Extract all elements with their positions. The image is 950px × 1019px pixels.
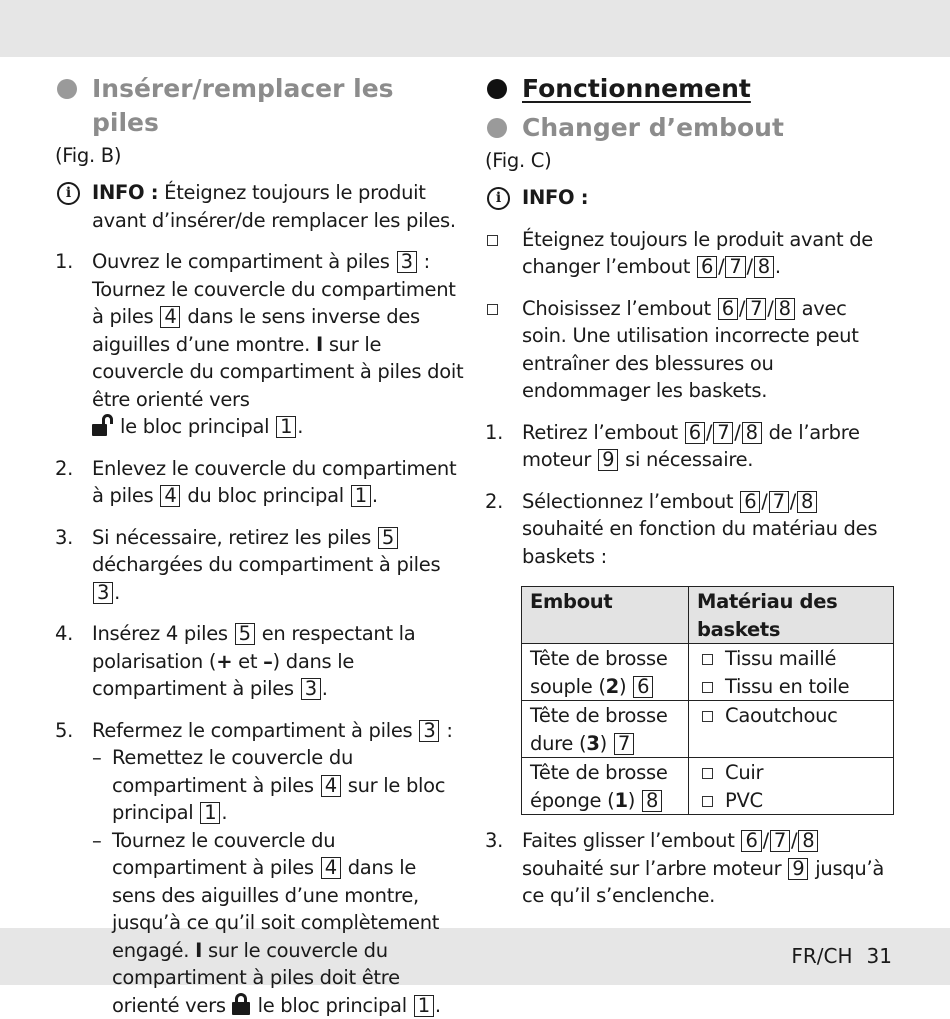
step-1: 1. Ouvrez le compartiment à piles 3 : Tournez le couvercle du compartiment à piles 4 dans le sens inverse des aiguilles d’une montre. I sur le couvercle du compartiment à piles doit être orienté vers le bloc principal 1 . [55, 248, 465, 441]
substep-1: – Remettez le couvercle du compartiment à piles 4 sur le bloc principal 1 . [92, 744, 465, 827]
table-cell-tip: Tête de brosse souple (2) 6 [522, 644, 689, 701]
table-header-row [522, 587, 894, 644]
ref-box: 6 [740, 491, 760, 513]
figure-reference: (Fig. C) [485, 147, 895, 174]
ref-box: 7 [725, 256, 745, 278]
ref-box: 6 [718, 298, 738, 320]
step-3: 3. Si nécessaire, retirez les piles 5 déchargées du compartiment à piles 3 . [55, 524, 465, 607]
ref-box: 9 [598, 449, 618, 471]
bullet-item: Choisissez l’embout 6 / 7 / 8 avec soin. Une utilisation incorrecte peut entraîner des blessures ou endommager les baskets. [485, 295, 895, 405]
ref-box: 8 [798, 830, 818, 852]
ref-box: 4 [160, 306, 180, 328]
page-number: 31 [867, 944, 892, 968]
position-mark: I [316, 333, 323, 356]
material-table [521, 586, 894, 815]
ref-box: 4 [321, 857, 341, 879]
locked-padlock-icon [232, 993, 252, 1015]
checkbox-square-icon [487, 235, 498, 246]
table-row [522, 644, 894, 701]
bullet-dot-icon [487, 79, 507, 99]
top-band [0, 0, 950, 57]
ref-box: 5 [378, 527, 398, 549]
left-column [55, 72, 465, 1019]
step-1: 1. Retirez l’embout 6 / 7 / 8 de l’arbre moteur 9 si nécessaire. [485, 419, 895, 474]
ref-box: 4 [160, 485, 180, 507]
checkbox-square-icon [487, 304, 498, 315]
page-footer [777, 944, 892, 968]
table-cell-material: Tissu maillé Tissu en toile [689, 644, 894, 701]
ref-box: 6 [741, 830, 761, 852]
ref-box: 6 [697, 256, 717, 278]
figure-reference: (Fig. B) [55, 142, 465, 169]
position-mark: I [195, 939, 202, 962]
ref-box: 7 [770, 830, 790, 852]
info-label: INFO : [92, 181, 158, 204]
ref-box: 8 [797, 491, 817, 513]
checkbox-square-icon [702, 796, 713, 807]
ref-box: 6 [685, 422, 705, 444]
checkbox-square-icon [702, 682, 713, 693]
ref-box: 8 [742, 422, 762, 444]
ref-box: 1 [414, 995, 434, 1017]
checkbox-square-icon [702, 768, 713, 779]
ref-box: 7 [713, 422, 733, 444]
table-cell-material: Cuir PVC [689, 758, 894, 815]
table-header-cell: Embout [522, 587, 689, 644]
substep-2: – Tournez le couvercle du compartiment à piles 4 dans le sens des aiguilles d’une montre, jusqu’à ce qu’il soit complètement engagé. I sur le couvercle du compartiment à piles doit être orienté vers le bloc principal 1 . [92, 827, 465, 1019]
ref-box: 5 [235, 623, 255, 645]
ref-box: 1 [200, 802, 220, 824]
ref-box: 7 [614, 733, 634, 755]
ref-box: 3 [397, 251, 417, 273]
table-header-cell: Matériau des baskets [689, 587, 894, 644]
info-label: INFO : [522, 186, 588, 209]
ref-box: 1 [276, 416, 296, 438]
step-5: 5. Refermez le compartiment à piles 3 : – Remettez le couvercle du compartiment à piles 4 sur le bloc principal 1 . – Tournez le couvercle du compartiment à piles 4 dans le sens des aiguilles d’une montre, jusqu’à ce qu’il soit complètement engagé. I sur le couvercle du compartiment à piles doit être orienté vers le bloc principal 1 . [55, 717, 465, 1019]
footer-language: FR/CH [791, 944, 852, 968]
ref-box: 6 [633, 676, 653, 698]
info-note [55, 179, 465, 234]
bullet-dot-icon [487, 118, 507, 138]
ref-box: 9 [788, 858, 808, 880]
bullet-item: Éteignez toujours le produit avant de changer l’embout 6 / 7 / 8 . [485, 226, 895, 281]
ref-box: 8 [642, 790, 662, 812]
section-heading-batteries: Insérer/remplacer les piles [55, 72, 465, 140]
ref-box: 4 [321, 775, 341, 797]
ref-box: 8 [775, 298, 795, 320]
section-heading-change-tip: Changer d’embout [485, 111, 895, 145]
step-2: 2. Enlevez le couvercle du compartiment à piles 4 du bloc principal 1 . [55, 455, 465, 510]
checkbox-square-icon [702, 711, 713, 722]
ref-box: 8 [754, 256, 774, 278]
info-text: Éteignez toujours le produit avant d’insérer/de remplacer les piles. [92, 181, 456, 232]
ref-box: 3 [419, 720, 439, 742]
ref-box: 7 [746, 298, 766, 320]
table-cell-tip: Tête de brosse dure (3) 7 [522, 701, 689, 758]
ref-box: 7 [769, 491, 789, 513]
ref-box: 3 [93, 582, 113, 604]
table-row [522, 701, 894, 758]
step-2: 2. Sélectionnez l’embout 6 / 7 / 8 souhaité en fonction du matériau des baskets : [485, 488, 895, 571]
unlocked-padlock-icon [92, 414, 114, 436]
table-cell-material: Caoutchouc [689, 701, 894, 758]
section-heading-operation: Fonctionnement [485, 72, 895, 106]
info-note [485, 184, 895, 212]
info-icon: i [57, 182, 80, 205]
step-4: 4. Insérez 4 piles 5 en respectant la polarisation (+ et –) dans le compartiment à piles 3 . [55, 620, 465, 703]
checkbox-square-icon [702, 654, 713, 665]
ref-box: 3 [301, 678, 321, 700]
info-icon: i [487, 187, 510, 210]
table-row [522, 758, 894, 815]
step-3: 3. Faites glisser l’embout 6 / 7 / 8 souhaité sur l’arbre moteur 9 jusqu’à ce qu’il s’enclenche. [485, 827, 895, 910]
right-column [485, 72, 895, 910]
table-cell-tip: Tête de brosse éponge (1) 8 [522, 758, 689, 815]
bullet-dot-icon [57, 79, 77, 99]
ref-box: 1 [351, 485, 371, 507]
